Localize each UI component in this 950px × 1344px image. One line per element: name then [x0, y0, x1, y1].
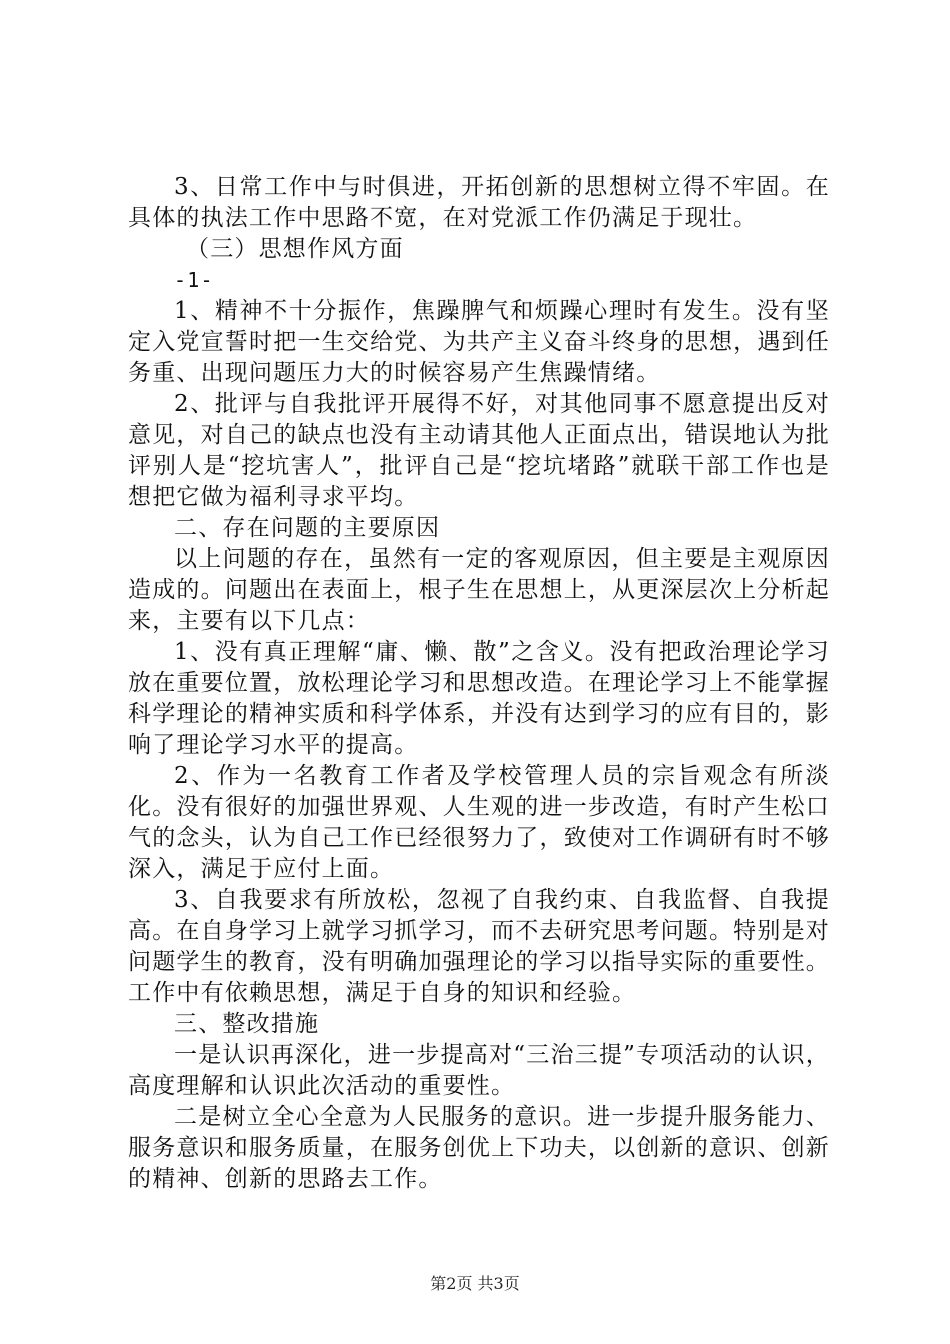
- page-footer: 第2页 共3页: [430, 1274, 520, 1293]
- paragraph-item-3-innovation: 3、日常工作中与时俱进，开拓创新的思想树立得不牢固。在具体的执法工作中思路不宽，在对党派工作仍满足于现壮。: [128, 174, 830, 231]
- paragraph-causes-intro: 以上问题的存在，虽然有一定的客观原因，但主要是主观原因造成的。问题出在表面上，根子生在思想上，从更深层次上分析起来，主要有以下几点：: [128, 546, 830, 634]
- paragraph-cause-1-theory: 1、没有真正理解“庸、懒、散”之含义。没有把政治理论学习放在重要位置，放松理论学习和思想改造。在理论学习上不能掌握科学理论的精神实质和科学体系，并没有达到学习的应有目的，影响了理论学习水平的提高。: [128, 639, 830, 758]
- paragraph-item-2-criticism: 2、批评与自我批评开展得不好，对其他同事不愿意提出反对意见，对自己的缺点也没有主动请其他人正面点出，错误地认为批评别人是“挖坑害人”，批评自己是“挖坑堵路”就联干部工作也是想把它做为福利寻求平均。: [128, 391, 830, 510]
- inline-page-marker: -1-: [174, 268, 214, 292]
- paragraph-cause-3-self-discipline: 3、自我要求有所放松，忽视了自我约束、自我监督、自我提高。在自身学习上就学习抓学习，而不去研究思考问题。特别是对问题学生的教育，没有明确加强理论的学习以指导实际的重要性。工作中有依赖思想，满足于自身的知识和经验。: [128, 887, 830, 1006]
- section-heading-main-causes: 二、存在问题的主要原因: [174, 515, 441, 541]
- section-heading-thinking-style: （三）思想作风方面: [186, 236, 404, 262]
- paragraph-measure-2: 二是树立全心全意为人民服务的意识。进一步提升服务能力、服务意识和服务质量，在服务创优上下功夫，以创新的意识、创新的精神、创新的思路去工作。: [128, 1104, 830, 1192]
- paragraph-measure-1: 一是认识再深化，进一步提高对“三治三提”专项活动的认识，高度理解和认识此次活动的重要性。: [128, 1042, 830, 1099]
- section-heading-rectification: 三、整改措施: [174, 1011, 320, 1037]
- paragraph-item-1-spirit: 1、精神不十分振作，焦躁脾气和烦躁心理时有发生。没有坚定入党宣誓时把一生交给党、为共产主义奋斗终身的思想，遇到任务重、出现问题压力大的时候容易产生焦躁情绪。: [128, 298, 830, 386]
- paragraph-cause-2-purpose: 2、作为一名教育工作者及学校管理人员的宗旨观念有所淡化。没有很好的加强世界观、人生观的进一步改造，有时产生松口气的念头，认为自己工作已经很努力了，致使对工作调研有时不够深入，满足于应付上面。: [128, 763, 830, 882]
- document-body: [128, 172, 830, 1195]
